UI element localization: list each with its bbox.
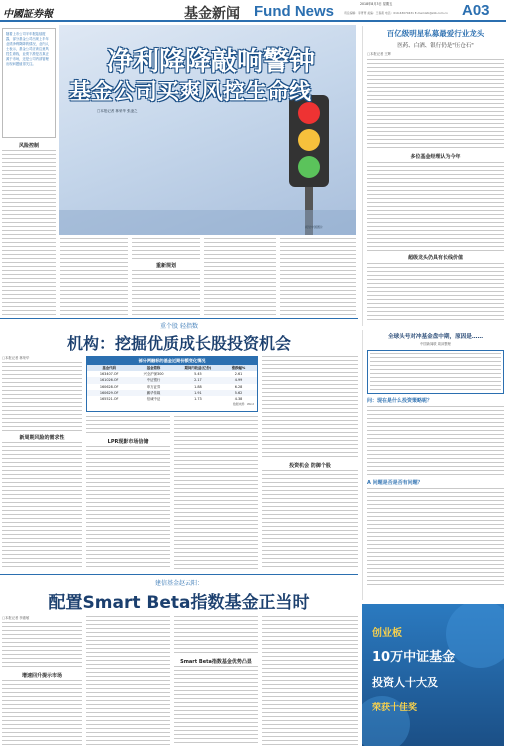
lead-title-1: 净利降降敲响警钟 — [107, 47, 316, 77]
table-header-cell: 基金简称 — [146, 366, 161, 370]
table-cell: 4.38 — [234, 397, 243, 402]
lead-intro-box — [2, 28, 56, 138]
qa-lead — [370, 353, 501, 391]
table-cell: 5.62 — [234, 390, 243, 395]
ad-line-1: 创业板 — [372, 628, 402, 639]
table-title: 部分两融标的基金近期份额变化情况 — [87, 357, 257, 365]
right-top-byline: □本报记者 王辉 — [367, 52, 391, 56]
table-cell: 中证银行 — [146, 378, 161, 383]
right-top-body-1 — [367, 59, 504, 151]
editor-line: 责任编辑：李菁菁 美编：王春燕 电话：010-63070431 E-mail:zzb@zzb.com.cn — [344, 11, 448, 15]
table-header-cell: 涨跌幅% — [231, 366, 246, 370]
table-cell: 160629.OF — [99, 390, 119, 395]
table-cell: 161026.OF — [99, 378, 119, 383]
lead-column-2 — [60, 238, 128, 315]
table-cell: 申万证券 — [146, 384, 161, 389]
table-cell: 6.28 — [234, 384, 243, 389]
middle-column-1 — [2, 362, 82, 432]
photo-credit: 视觉中国图片 — [305, 225, 324, 229]
ad-line-4: 荣获十佳奖 — [372, 703, 418, 713]
date-line: 2018年8月3日 星期五 — [360, 2, 393, 6]
bottom-column-1b — [2, 680, 82, 746]
masthead — [0, 0, 506, 22]
bottom-column-1 — [2, 622, 82, 670]
lead-column-5 — [280, 238, 356, 315]
table-cell: 5.45 — [194, 372, 202, 376]
middle-subhead-2: LPR现影市场信储 — [107, 439, 149, 445]
lead-subhead-2: 重新规划 — [155, 263, 176, 269]
table-source: 数据来源：Wind — [232, 402, 254, 407]
bottom-column-2 — [86, 616, 170, 746]
table-row — [87, 396, 257, 402]
bottom-byline: □本报记者 李惠敏 — [2, 616, 30, 620]
right-bottom-title: 全球头号对冲基金盘中期，原因是…… — [387, 334, 484, 340]
table-cell: 165521.OF — [99, 397, 119, 402]
lead-byline: □本报记者 林荣华 张凌之 — [97, 109, 138, 113]
lead-subhead-1: 风险控制 — [18, 143, 39, 149]
middle-column-3 — [174, 416, 258, 570]
right-bottom-body-2 — [367, 488, 504, 588]
table-cell: 鹏华传媒 — [146, 390, 161, 395]
lead-title-2: 基金公司买爽风控生命线 — [69, 80, 312, 105]
lead-intro: 随着上市公司半年报陆续披露，部分基金公司出现上半年业绩净利降降的情况，业内人士表示，基金公司应该注意风控生命线，业绩下滑是否真正源于市场，还是公司内部管理出现问题值得关注。 — [6, 32, 49, 66]
middle-column-2b — [86, 446, 170, 570]
middle-column-1b — [2, 442, 82, 570]
banner — [0, 318, 358, 352]
table-cell: 160628.OF — [99, 384, 119, 389]
page-number: A03 — [462, 2, 490, 19]
right-bottom-story — [362, 330, 504, 600]
table-cell: 163407.OF — [99, 372, 119, 376]
table-cell: 信诚中证 — [146, 397, 161, 402]
table-cell: 1.88 — [194, 384, 202, 389]
middle-subhead-4: 投资机会 防御个股 — [289, 463, 331, 469]
qa-box — [367, 350, 504, 394]
lead-column-1 — [2, 150, 56, 315]
fund-table — [86, 356, 258, 412]
table-cell: 4.99 — [234, 378, 243, 383]
banner-kicker: 重个股 轻指数 — [160, 323, 198, 330]
table-cell: 兴全沪深300 — [143, 372, 164, 376]
right-top-subhead-1: 多位基金经理认为今年 — [410, 153, 461, 160]
bottom-column-3b — [174, 666, 258, 746]
newspaper-logo: 中國証券報 — [3, 9, 53, 20]
bottom-kicker: 建信基金赵云阳： — [154, 580, 203, 587]
ad-line-3: 投资人十大及 — [372, 676, 438, 689]
right-bottom-body-1 — [367, 406, 504, 476]
table-header-cell: 期间内收益(亿份) — [184, 366, 212, 370]
right-top-subhead-2: 超级龙头仍具有长线价值 — [407, 254, 463, 261]
section-title-en: Fund News — [254, 3, 335, 20]
bottom-subhead-2: Smart Beta指数基金优势凸显 — [180, 659, 252, 665]
right-top-story — [362, 26, 504, 326]
table-cell: 2.61 — [234, 372, 243, 376]
right-bottom-byline: 中国新闻联 周沫整理 — [420, 342, 451, 346]
bottom-headline — [0, 574, 358, 614]
ad-block[interactable] — [362, 604, 504, 746]
lead-column-3b — [132, 270, 200, 315]
right-top-body-3 — [367, 263, 504, 323]
bottom-column-4 — [262, 616, 358, 746]
middle-subhead-1: 新周期风险的需求性 — [19, 435, 65, 441]
middle-byline: □本报记者 林荣华 — [2, 356, 30, 360]
lead-column-3 — [132, 238, 200, 260]
bottom-title: 配置Smart Beta指数基金正当时 — [48, 593, 310, 613]
middle-column-4 — [262, 356, 358, 460]
right-top-body-2 — [367, 162, 504, 252]
ad-line-2: 10万中证基金 — [372, 650, 456, 665]
middle-column-4b — [262, 470, 358, 570]
qa-question-1: 问：现在是什么投资策略呢？ — [367, 397, 433, 404]
qa-question-2: A 问题是否是否有问题？ — [367, 479, 423, 486]
table-header-cell: 基金代码 — [102, 366, 116, 370]
table-cell: 1.73 — [194, 397, 202, 402]
lead-column-4 — [204, 238, 276, 315]
section-title: 基金新闻 — [184, 6, 240, 22]
bottom-column-3 — [174, 616, 258, 656]
table-cell: 2.17 — [194, 378, 202, 383]
right-top-title: 百亿级明星私募最爱行业龙头 — [386, 29, 485, 38]
table-cell: 1.91 — [194, 390, 202, 395]
middle-column-2 — [86, 416, 170, 436]
bottom-subhead-1: 增速回升提示市场 — [21, 673, 62, 679]
lead-photo — [59, 25, 356, 235]
right-top-subtitle: 医药、白酒、银行仍是"压仓石" — [397, 43, 474, 49]
banner-title: 机构：挖掘优质成长股投资机会 — [66, 334, 291, 353]
